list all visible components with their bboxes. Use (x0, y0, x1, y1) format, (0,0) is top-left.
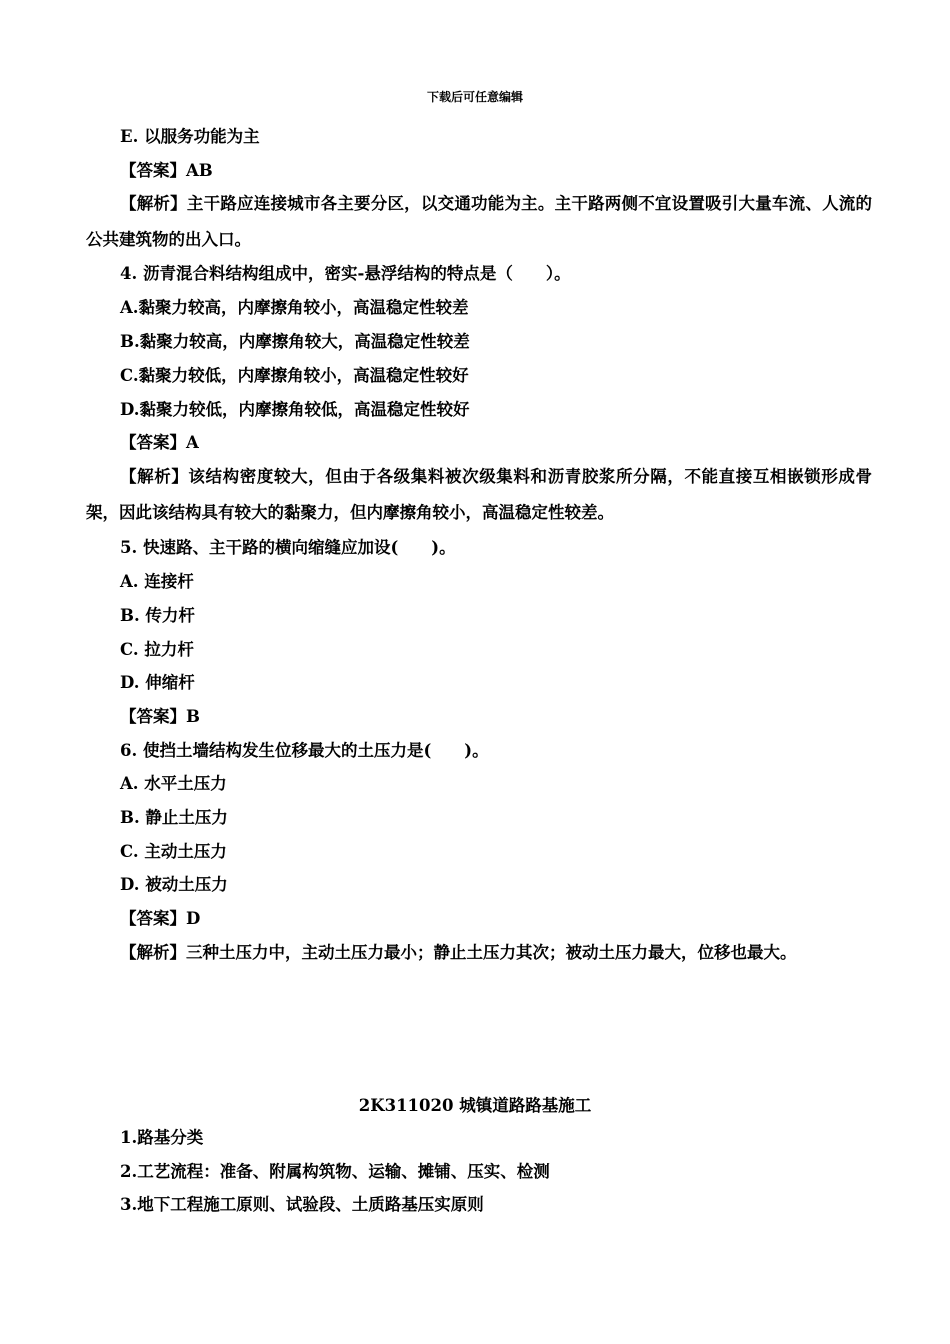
q6-analysis: 【解析】三种土压力中，主动土压力最小；静止土压力其次；被动土压力最大，位移也最大。 (120, 943, 797, 962)
q3-option-e: E. 以服务功能为主 (120, 127, 260, 146)
q4-option-a: A.黏聚力较高，内摩擦角较小，高温稳定性较差 (120, 298, 469, 317)
q5-answer: 【答案】B (120, 707, 200, 726)
q4-analysis: 【解析】该结构密度较大，但由于各级集料被次级集料和沥青胶浆所分隔，不能直接互相嵌锁形成骨架，因此该结构具有较大的黏聚力，但内摩擦角较小，高温稳定性较差。 (86, 467, 872, 522)
section-item-1: 1.路基分类 (120, 1128, 204, 1147)
q5-option-a: A. 连接杆 (120, 572, 194, 591)
q6-option-c: C. 主动土压力 (120, 842, 227, 861)
q4-option-d: D.黏聚力较低，内摩擦角较低，高温稳定性较好 (120, 400, 470, 419)
q5-option-d: D. 伸缩杆 (120, 673, 195, 692)
q6-answer: 【答案】D (120, 909, 201, 928)
section-item-3: 3.地下工程施工原则、试验段、土质路基压实原则 (120, 1195, 484, 1214)
q4-answer: 【答案】A (120, 433, 199, 452)
q3-analysis: 【解析】主干路应连接城市各主要分区，以交通功能为主。主干路两侧不宜设置吸引大量车流、人流的公共建筑物的出入口。 (86, 194, 872, 249)
q6-option-b: B. 静止土压力 (120, 808, 228, 827)
q4-option-b: B.黏聚力较高，内摩擦角较大，高温稳定性较差 (120, 332, 470, 351)
q6-option-a: A. 水平土压力 (120, 774, 227, 793)
section-item-2: 2.工艺流程：准备、附属构筑物、运输、摊铺、压实、检测 (120, 1162, 550, 1181)
q4-question: 4. 沥青混合料结构组成中，密实-悬浮结构的特点是（ ）。 (120, 264, 571, 283)
page-header: 下载后可任意编辑 (426, 90, 523, 104)
q3-answer: 【答案】AB (120, 161, 213, 180)
q5-option-b: B. 传力杆 (120, 606, 195, 625)
q4-option-c: C.黏聚力较低，内摩擦角较小，高温稳定性较好 (120, 366, 469, 385)
section-title: 2K311020 城镇道路路基施工 (358, 1096, 592, 1115)
q5-question: 5. 快速路、主干路的横向缩缝应加设( )。 (120, 538, 456, 557)
q6-option-d: D. 被动土压力 (120, 875, 228, 894)
q6-question: 6. 使挡土墙结构发生位移最大的土压力是( )。 (120, 741, 489, 760)
q5-option-c: C. 拉力杆 (120, 640, 194, 659)
